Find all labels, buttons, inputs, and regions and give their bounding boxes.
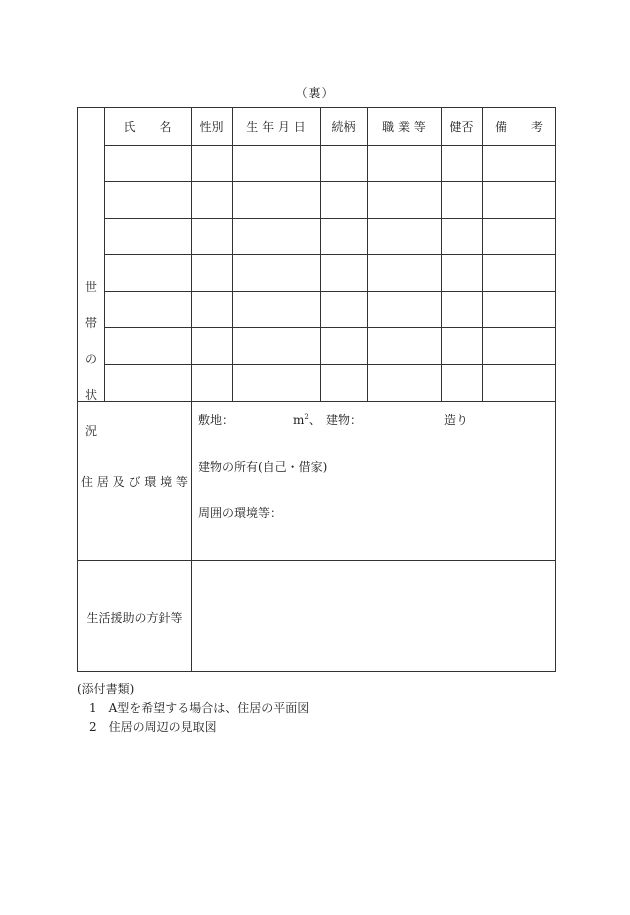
- header-row-divider: [104, 145, 556, 146]
- section-label-divider: [191, 401, 192, 672]
- household-section-label: 世 帯 の 状 況: [84, 280, 97, 438]
- column-header-birthdate: 生 年 月 日: [246, 120, 306, 134]
- row-divider: [104, 327, 556, 328]
- attachments-title: (添付書類): [77, 682, 135, 696]
- building-label: 建物：: [326, 413, 363, 427]
- row-divider: [104, 364, 556, 365]
- row-divider: [104, 254, 556, 255]
- row-divider: [104, 181, 556, 182]
- column-header-sex: 性別: [199, 120, 224, 134]
- column-header-occupation: 職 業 等: [382, 120, 426, 134]
- column-header-relationship: 続柄: [331, 120, 356, 134]
- support-policy-label: 生活援助の方針等: [86, 611, 183, 625]
- row-divider: [104, 218, 556, 219]
- attachments-notes: [77, 680, 309, 737]
- column-header-name: 氏 名: [123, 120, 172, 134]
- attachment-item: 1 A型を希望する場合は、住居の平面図: [89, 701, 310, 715]
- residence-section-label: 住 居 及 び 環 境 等: [81, 475, 188, 489]
- column-header-remarks: 備 考: [494, 120, 543, 134]
- structure-suffix: 造り: [444, 413, 469, 427]
- site-area-label: 敷地：: [198, 413, 235, 427]
- surroundings-field: 周囲の環境等：: [198, 506, 283, 520]
- section-divider: [78, 560, 556, 561]
- ownership-field: 建物の所有(自己・借家): [198, 460, 328, 474]
- site-area-unit: $m^2$、: [293, 413, 321, 427]
- page-side-label: （裏）: [295, 86, 335, 100]
- section-divider: [78, 401, 556, 402]
- attachment-item: 2 住居の周辺の見取図: [89, 720, 217, 734]
- row-divider: [104, 291, 556, 292]
- application-form-back: [77, 107, 556, 672]
- column-header-health: 健否: [449, 120, 474, 134]
